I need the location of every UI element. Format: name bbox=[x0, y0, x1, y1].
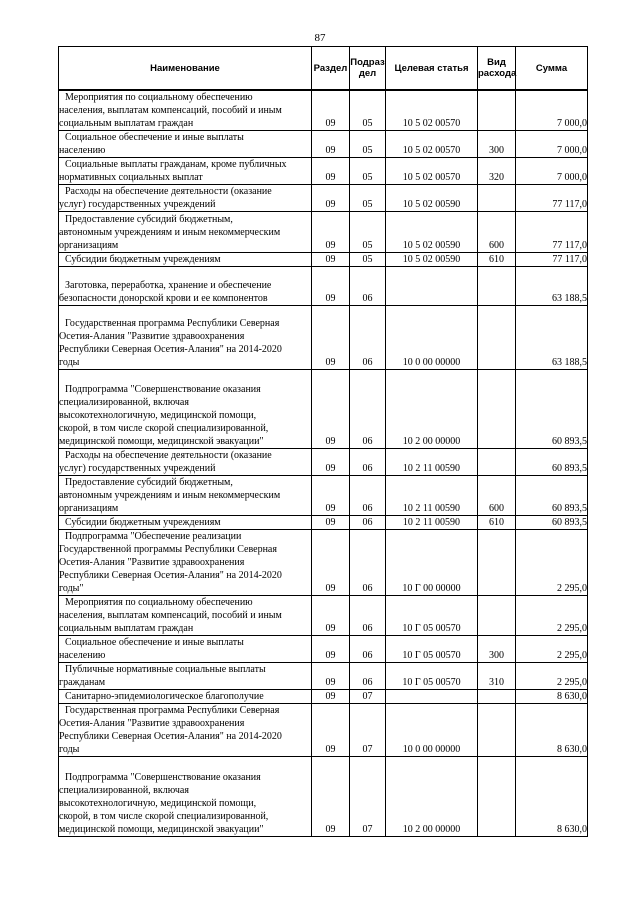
row-name: Расходы на обеспечение деятельности (оказание услуг) государственных учреждений bbox=[59, 185, 312, 212]
header-target: Целевая статья bbox=[386, 47, 478, 91]
row-section: 09 bbox=[312, 476, 350, 516]
row-name: Мероприятия по социальному обеспечению населения, выплатам компенсаций, пособий и иным социальным выплатам граждан bbox=[59, 90, 312, 131]
row-target bbox=[386, 690, 478, 704]
row-section: 09 bbox=[312, 704, 350, 757]
table-row bbox=[59, 370, 588, 449]
row-name: Предоставление субсидий бюджетным, автономным учреждениям и иным некоммерческим организациям bbox=[59, 212, 312, 253]
row-name: Государственная программа Республики Северная Осетия-Алания "Развитие здравоохранения Республики Северная Осетия-Алания" на 2014-2020 годы bbox=[59, 306, 312, 370]
row-amount: 2 295,0 bbox=[516, 636, 588, 663]
row-amount: 2 295,0 bbox=[516, 663, 588, 690]
row-subsection: 06 bbox=[350, 596, 386, 636]
row-target: 10 2 00 00000 bbox=[386, 757, 478, 837]
row-name: Государственная программа Республики Северная Осетия-Алания "Развитие здравоохранения Республики Северная Осетия-Алания" на 2014-2020 годы bbox=[59, 704, 312, 757]
row-expense-type bbox=[478, 530, 516, 596]
header-expense-type: Вид расхода bbox=[478, 47, 516, 91]
row-target: 10 2 11 00590 bbox=[386, 516, 478, 530]
table-row bbox=[59, 212, 588, 253]
row-subsection: 06 bbox=[350, 476, 386, 516]
row-section: 09 bbox=[312, 131, 350, 158]
row-name: Санитарно-эпидемиологическое благополучие bbox=[59, 690, 312, 704]
row-name: Социальное обеспечение и иные выплаты населению bbox=[59, 636, 312, 663]
row-section: 09 bbox=[312, 663, 350, 690]
row-section: 09 bbox=[312, 90, 350, 131]
row-amount: 77 117,0 bbox=[516, 185, 588, 212]
table-row bbox=[59, 663, 588, 690]
page-number: 87 bbox=[314, 32, 326, 44]
row-section: 09 bbox=[312, 757, 350, 837]
row-amount: 7 000,0 bbox=[516, 158, 588, 185]
row-name: Мероприятия по социальному обеспечению населения, выплатам компенсаций, пособий и иным социальным выплатам граждан bbox=[59, 596, 312, 636]
row-subsection: 06 bbox=[350, 530, 386, 596]
table-row bbox=[59, 253, 588, 267]
header-subsection: Подраз дел bbox=[350, 47, 386, 91]
table-row bbox=[59, 476, 588, 516]
row-expense-type bbox=[478, 90, 516, 131]
row-expense-type bbox=[478, 757, 516, 837]
row-expense-type: 610 bbox=[478, 253, 516, 267]
row-name: Заготовка, переработка, хранение и обеспечение безопасности донорской крови и ее компонентов bbox=[59, 267, 312, 306]
row-subsection: 05 bbox=[350, 90, 386, 131]
row-target: 10 5 02 00570 bbox=[386, 131, 478, 158]
row-amount: 60 893,5 bbox=[516, 516, 588, 530]
header-amount: Сумма bbox=[516, 47, 588, 91]
row-name: Субсидии бюджетным учреждениям bbox=[59, 253, 312, 267]
row-amount: 7 000,0 bbox=[516, 90, 588, 131]
row-subsection: 06 bbox=[350, 306, 386, 370]
row-section: 09 bbox=[312, 516, 350, 530]
row-target: 10 Г 00 00000 bbox=[386, 530, 478, 596]
table-row bbox=[59, 596, 588, 636]
row-section: 09 bbox=[312, 306, 350, 370]
row-name: Подпрограмма "Совершенствование оказания специализированной, включая высокотехнологичную, медицинской помощи, скорой, в том числе скорой специализированной, медицинской помощи, медицинской эвакуации" bbox=[59, 370, 312, 449]
row-target: 10 0 00 00000 bbox=[386, 306, 478, 370]
table-row bbox=[59, 306, 588, 370]
row-subsection: 05 bbox=[350, 185, 386, 212]
row-amount: 7 000,0 bbox=[516, 131, 588, 158]
row-section: 09 bbox=[312, 449, 350, 476]
row-name: Субсидии бюджетным учреждениям bbox=[59, 516, 312, 530]
row-section: 09 bbox=[312, 158, 350, 185]
row-target: 10 0 00 00000 bbox=[386, 704, 478, 757]
row-target: 10 5 02 00570 bbox=[386, 90, 478, 131]
row-target: 10 Г 05 00570 bbox=[386, 636, 478, 663]
row-target: 10 Г 05 00570 bbox=[386, 596, 478, 636]
row-expense-type bbox=[478, 370, 516, 449]
table-row bbox=[59, 90, 588, 131]
row-amount: 2 295,0 bbox=[516, 596, 588, 636]
row-target: 10 5 02 00590 bbox=[386, 253, 478, 267]
row-expense-type: 600 bbox=[478, 476, 516, 516]
row-section: 09 bbox=[312, 185, 350, 212]
row-section: 09 bbox=[312, 690, 350, 704]
table-row bbox=[59, 757, 588, 837]
row-section: 09 bbox=[312, 267, 350, 306]
row-subsection: 05 bbox=[350, 158, 386, 185]
row-subsection: 07 bbox=[350, 690, 386, 704]
row-amount: 8 630,0 bbox=[516, 757, 588, 837]
table-row bbox=[59, 267, 588, 306]
row-name: Социальное обеспечение и иные выплаты населению bbox=[59, 131, 312, 158]
row-section: 09 bbox=[312, 636, 350, 663]
row-amount: 77 117,0 bbox=[516, 253, 588, 267]
row-target: 10 Г 05 00570 bbox=[386, 663, 478, 690]
row-target bbox=[386, 267, 478, 306]
row-section: 09 bbox=[312, 596, 350, 636]
row-subsection: 05 bbox=[350, 212, 386, 253]
row-expense-type: 310 bbox=[478, 663, 516, 690]
row-target: 10 2 00 00000 bbox=[386, 370, 478, 449]
row-section: 09 bbox=[312, 530, 350, 596]
row-subsection: 06 bbox=[350, 370, 386, 449]
row-name: Подпрограмма "Совершенствование оказания специализированной, включая высокотехнологичную, медицинской помощи, скорой, в том числе скорой специализированной, медицинской помощи, медицинской эвакуации" bbox=[59, 757, 312, 837]
row-subsection: 06 bbox=[350, 516, 386, 530]
row-target: 10 5 02 00590 bbox=[386, 212, 478, 253]
row-subsection: 06 bbox=[350, 449, 386, 476]
row-amount: 60 893,5 bbox=[516, 370, 588, 449]
row-expense-type bbox=[478, 449, 516, 476]
row-amount: 77 117,0 bbox=[516, 212, 588, 253]
row-amount: 63 188,5 bbox=[516, 267, 588, 306]
row-amount: 60 893,5 bbox=[516, 476, 588, 516]
row-name: Расходы на обеспечение деятельности (оказание услуг) государственных учреждений bbox=[59, 449, 312, 476]
row-expense-type bbox=[478, 596, 516, 636]
row-amount: 63 188,5 bbox=[516, 306, 588, 370]
row-expense-type: 320 bbox=[478, 158, 516, 185]
row-expense-type bbox=[478, 704, 516, 757]
row-target: 10 2 11 00590 bbox=[386, 476, 478, 516]
row-expense-type bbox=[478, 690, 516, 704]
row-amount: 8 630,0 bbox=[516, 690, 588, 704]
row-target: 10 5 02 00590 bbox=[386, 185, 478, 212]
row-target: 10 5 02 00570 bbox=[386, 158, 478, 185]
row-section: 09 bbox=[312, 212, 350, 253]
table-row bbox=[59, 516, 588, 530]
row-expense-type bbox=[478, 185, 516, 212]
row-expense-type: 600 bbox=[478, 212, 516, 253]
row-subsection: 06 bbox=[350, 636, 386, 663]
row-amount: 2 295,0 bbox=[516, 530, 588, 596]
table-row bbox=[59, 185, 588, 212]
row-subsection: 05 bbox=[350, 253, 386, 267]
row-subsection: 06 bbox=[350, 663, 386, 690]
table-row bbox=[59, 131, 588, 158]
row-name: Подпрограмма "Обеспечение реализации Государственной программы Республики Северная Осетия-Алания "Развитие здравоохранения Республики Северная Осетия-Алания" на 2014-2020 годы" bbox=[59, 530, 312, 596]
row-expense-type bbox=[478, 306, 516, 370]
row-subsection: 06 bbox=[350, 267, 386, 306]
budget-table bbox=[58, 46, 588, 837]
row-name: Социальные выплаты гражданам, кроме публичных нормативных социальных выплат bbox=[59, 158, 312, 185]
row-target: 10 2 11 00590 bbox=[386, 449, 478, 476]
table-row bbox=[59, 690, 588, 704]
table-row bbox=[59, 449, 588, 476]
row-subsection: 07 bbox=[350, 704, 386, 757]
table-row bbox=[59, 636, 588, 663]
row-amount: 8 630,0 bbox=[516, 704, 588, 757]
row-subsection: 05 bbox=[350, 131, 386, 158]
table-row bbox=[59, 158, 588, 185]
row-expense-type: 300 bbox=[478, 131, 516, 158]
header-row bbox=[59, 47, 588, 91]
row-name: Публичные нормативные социальные выплаты гражданам bbox=[59, 663, 312, 690]
row-expense-type: 300 bbox=[478, 636, 516, 663]
row-section: 09 bbox=[312, 370, 350, 449]
table-row bbox=[59, 530, 588, 596]
row-expense-type: 610 bbox=[478, 516, 516, 530]
row-amount: 60 893,5 bbox=[516, 449, 588, 476]
row-subsection: 07 bbox=[350, 757, 386, 837]
row-expense-type bbox=[478, 267, 516, 306]
header-section: Раздел bbox=[312, 47, 350, 91]
row-section: 09 bbox=[312, 253, 350, 267]
row-name: Предоставление субсидий бюджетным, автономным учреждениям и иным некоммерческим организациям bbox=[59, 476, 312, 516]
table-row bbox=[59, 704, 588, 757]
header-name: Наименование bbox=[59, 47, 312, 91]
